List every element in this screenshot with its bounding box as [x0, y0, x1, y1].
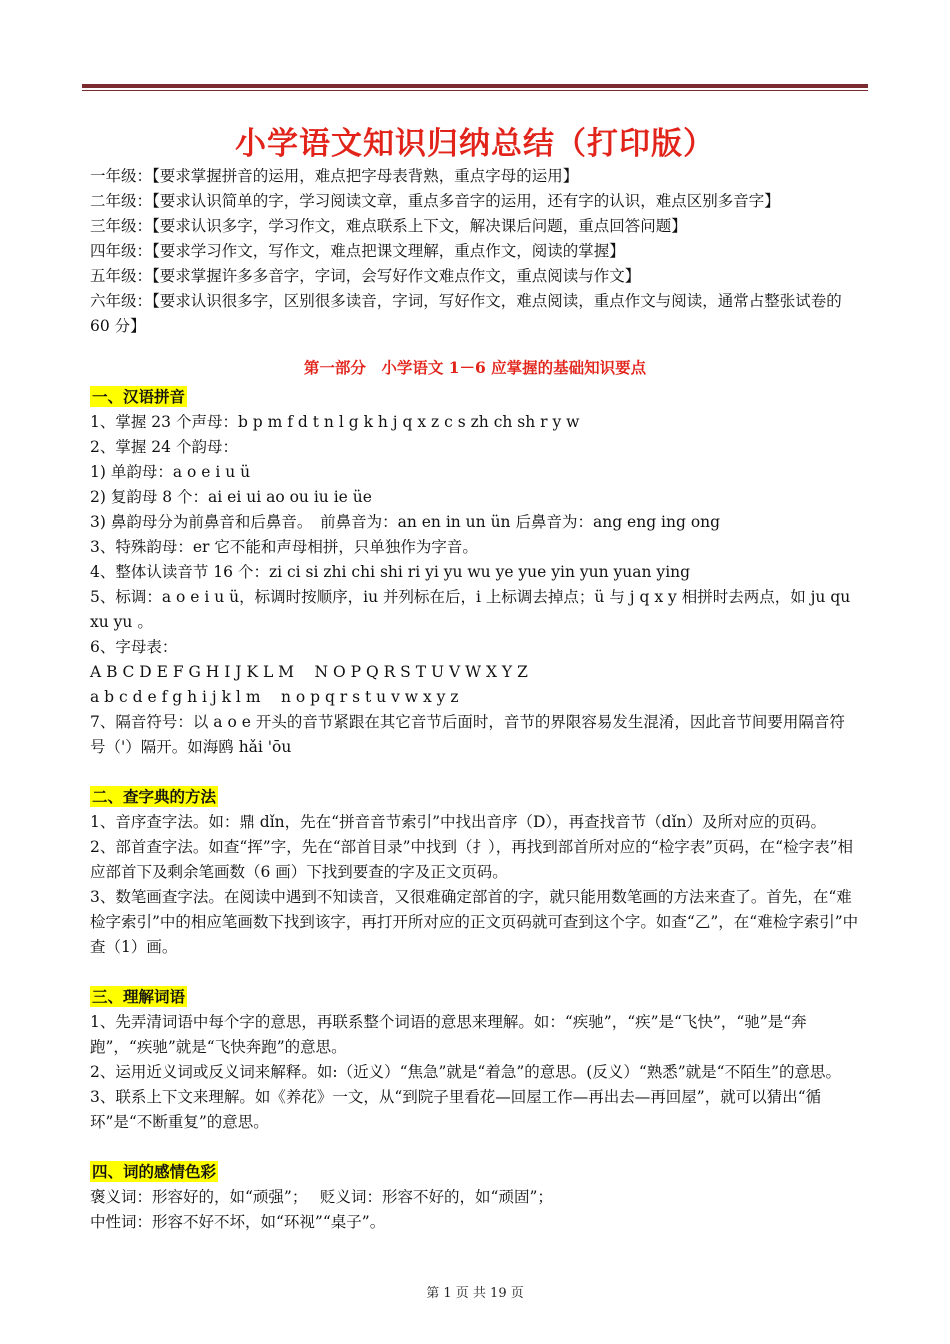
body-line: 6、字母表： [90, 638, 178, 656]
section-heading-text: 一、汉语拼音 [92, 387, 186, 406]
section-heading-text: 二、查字典的方法 [92, 787, 217, 806]
page-footer: 第 1 页 共 19 页 [426, 1286, 524, 1301]
header-rule [82, 84, 868, 88]
body-line: a b c d e f g h i j k l m n o p q r s t u v w x y z [90, 688, 459, 706]
body-line: 2、掌握 24 个韵母： [90, 438, 238, 456]
section-heading-text: 三、理解词语 [92, 987, 186, 1006]
body-line: 5、标调：a o e i u ü，标调时按顺序，iu 并列标在后，i 上标调去掉点；ü 与 j q x y 相拼时去两点，如 ju qu xu yu 。 [90, 588, 851, 631]
body-line: 3、联系上下文来理解。如《养花》一文，从“到院子里看花—回屋工作—再出去—再回屋”，就可以猜出“循环”是“不断重复”的意思。 [90, 1088, 822, 1131]
grade-line: 四年级：【要求学习作文，写作文，难点把课文理解，重点作文，阅读的掌握】 [90, 242, 625, 260]
grade-line: 一年级：【要求掌握拼音的运用，难点把字母表背熟，重点字母的运用】 [90, 167, 579, 185]
body-line: 2、运用近义词或反义词来解释。如:（近义）“焦急”就是“着急”的意思。(反义）“熟悉”就是“不陌生”的意思。 [90, 1063, 842, 1081]
body-line: 1、音序查字法。如：鼎 dǐn，先在“拼音音节索引”中找出音序（D），再查找音节（dǐn）及所对应的页码。 [90, 813, 827, 831]
body-line: A B C D E F G H I J K L M N O P Q R S T U V W X Y Z [90, 663, 528, 681]
body-line: 1) 单韵母：a o e i u ü [90, 463, 251, 481]
section-heading [90, 384, 860, 410]
body-line: 4、整体认读音节 16 个：zi ci si zhi chi shi ri yi yu wu ye yue yin yun yuan ying [90, 563, 691, 581]
body-line: 3、特殊韵母：er 它不能和声母相拼，只单独作为字音。 [90, 538, 478, 556]
body-line: 中性词：形容不好不坏，如“环视”“桌子”。 [90, 1213, 386, 1231]
grade-line: 六年级：【要求认识很多字，区别很多读音，字词，写好作文，难点阅读，重点作文与阅读，通常占整张试卷的 60 分】 [90, 292, 842, 335]
grade-line: 二年级：【要求认识简单的字，学习阅读文章，重点多音字的运用，还有字的认识，难点区别多音字】 [90, 192, 780, 210]
header-rule-thin [82, 90, 868, 91]
body-line: 褒义词：形容好的，如“顽强”； 贬义词：形容不好的，如“顽固”； [90, 1188, 553, 1206]
body-line: 3) 鼻韵母分为前鼻音和后鼻音。 前鼻音为：an en in un ün 后鼻音为：ang eng ing ong [90, 513, 721, 531]
body-line: 2、部首查字法。如查“挥”字，先在“部首目录”中找到（扌），再找到部首所对应的“检字表”页码，在“检字表”相应部首下及剩余笔画数（6 画）下找到要查的字及正文页码。 [90, 838, 854, 881]
part-title: 第一部分 小学语文 1－6 应掌握的基础知识要点 [303, 358, 647, 377]
grade-line: 三年级：【要求认识多字，学习作文，难点联系上下文，解决课后问题，重点回答问题】 [90, 217, 687, 235]
section-heading [90, 784, 860, 810]
grade-line: 五年级：【要求掌握许多多音字，字词，会写好作文难点作文，重点阅读与作文】 [90, 267, 641, 285]
section-heading [90, 1159, 860, 1185]
body-line: 7、隔音符号：以 a o e 开头的音节紧跟在其它音节后面时，音节的界限容易发生混淆，因此音节间要用隔音符号（'）隔开。如海鸥 hǎi 'ōu [90, 713, 845, 756]
body-line: 1、先弄清词语中每个字的意思，再联系整个词语的意思来理解。如：“疾驰”，“疾”是“飞快”，“驰”是“奔跑”，“疾驰”就是“飞快奔跑”的意思。 [90, 1013, 807, 1056]
section-heading-text: 四、词的感情色彩 [92, 1162, 217, 1181]
body-line: 2) 复韵母 8 个：ai ei ui ao ou iu ie üe [90, 488, 372, 506]
body-line: 3、数笔画查字法。在阅读中遇到不知读音，又很难确定部首的字，就只能用数笔画的方法来查了。首先，在“难检字索引”中的相应笔画数下找到该字，再打开所对应的正文页码就可查到这个字。如查“乙”，在“难检字索引”中查（1）画。 [90, 888, 859, 956]
document-body [90, 164, 860, 1235]
document-title: 小学语文知识归纳总结（打印版） [235, 126, 715, 162]
section-heading [90, 984, 860, 1010]
body-line: 1、掌握 23 个声母：b p m f d t n l g k h j q x z c s zh ch sh r y w [90, 413, 580, 431]
